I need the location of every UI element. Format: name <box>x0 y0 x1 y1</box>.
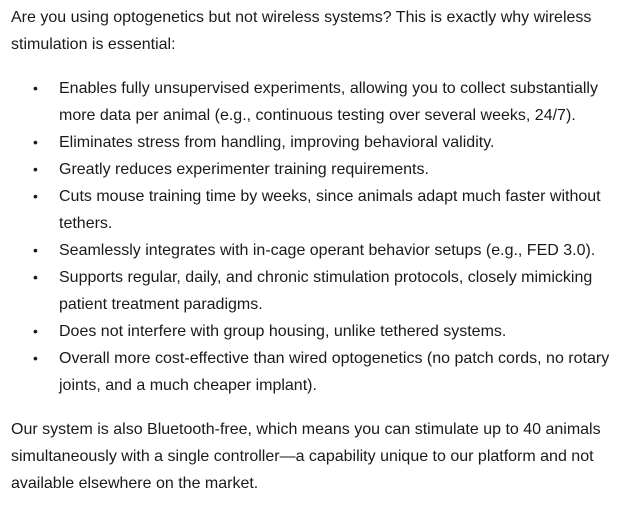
list-item <box>11 156 614 183</box>
bullet-icon: • <box>33 80 38 96</box>
bullet-icon: • <box>33 323 38 339</box>
benefits-list <box>11 75 614 399</box>
list-item-text: Supports regular, daily, and chronic stimulation protocols, closely mimicking patient treatment paradigms. <box>59 269 593 313</box>
list-item <box>11 237 614 264</box>
list-item <box>11 318 614 345</box>
list-item-text: Eliminates stress from handling, improving behavioral validity. <box>59 134 495 151</box>
list-item <box>11 264 614 318</box>
bullet-icon: • <box>33 242 38 258</box>
list-item-text: Enables fully unsupervised experiments, allowing you to collect substantially more data per animal (e.g., continuous testing over several weeks, 24/7). <box>59 80 598 124</box>
bullet-icon: • <box>33 161 38 177</box>
bullet-icon: • <box>33 269 38 285</box>
list-item-text: Cuts mouse training time by weeks, since animals adapt much faster without tethers. <box>59 188 601 232</box>
list-item <box>11 129 614 156</box>
list-item <box>11 75 614 129</box>
bullet-icon: • <box>33 188 38 204</box>
list-item-text: Greatly reduces experimenter training requirements. <box>59 161 429 178</box>
list-item-text: Seamlessly integrates with in-cage operant behavior setups (e.g., FED 3.0). <box>59 242 596 259</box>
bullet-icon: • <box>33 350 38 366</box>
bullet-icon: • <box>33 134 38 150</box>
list-item-text: Overall more cost-effective than wired optogenetics (no patch cords, no rotary joints, and a much cheaper implant). <box>59 350 610 394</box>
list-item <box>11 345 614 399</box>
intro-paragraph: Are you using optogenetics but not wireless systems? This is exactly why wireless stimulation is essential: <box>11 9 592 53</box>
list-item-text: Does not interfere with group housing, unlike tethered systems. <box>59 323 507 340</box>
list-item <box>11 183 614 237</box>
closing-paragraph: Our system is also Bluetooth-free, which means you can stimulate up to 40 animals simultaneously with a single controller—a capability unique to our platform and not available elsewhere on the market. <box>11 421 601 492</box>
